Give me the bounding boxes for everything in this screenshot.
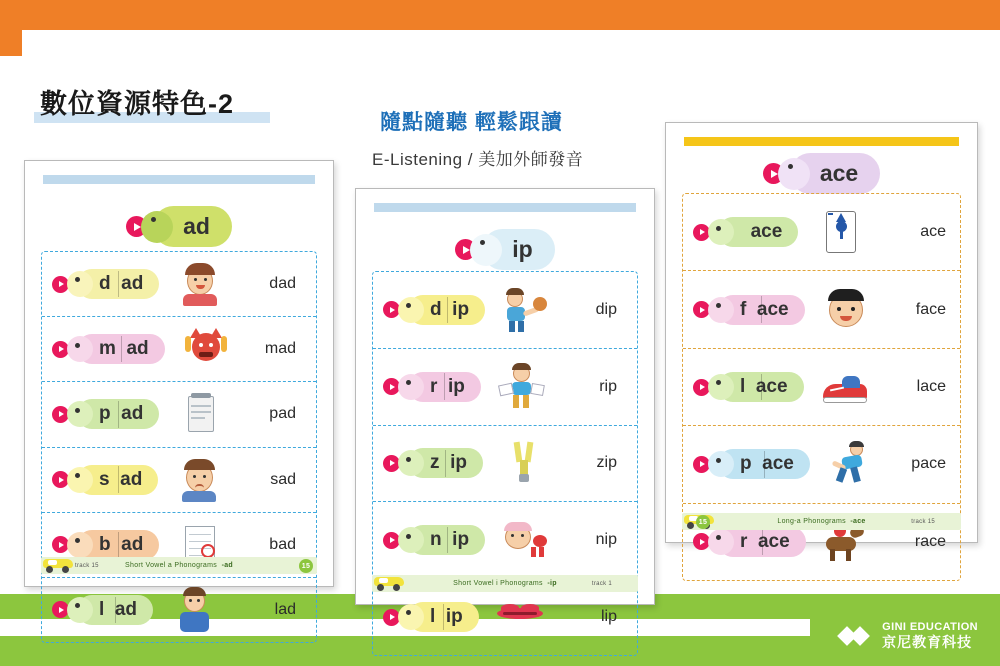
word-blob[interactable] — [77, 334, 165, 364]
face-icon — [819, 286, 873, 334]
word-blob[interactable] — [718, 217, 798, 247]
word-rime: ad — [120, 468, 143, 490]
sheet-header-word — [666, 153, 977, 194]
sheet-header-word-text: ip — [512, 236, 533, 262]
word-onset: p — [740, 453, 752, 475]
footer-center-bold: -ad — [221, 562, 233, 569]
sheet-header-word — [356, 229, 654, 270]
word-rime: ace — [750, 221, 783, 243]
word-label: dad — [269, 275, 296, 293]
word-label: lace — [916, 378, 946, 396]
word-blob[interactable] — [77, 269, 159, 299]
running-man-icon — [824, 440, 878, 488]
word-row[interactable] — [373, 349, 637, 426]
word-onset: m — [99, 338, 116, 360]
word-rime: ad — [121, 533, 144, 555]
word-blob[interactable] — [77, 465, 158, 495]
sneaker-shoe-icon — [818, 363, 872, 411]
word-onset: f — [740, 298, 747, 320]
word-row[interactable] — [373, 426, 637, 503]
word-label: pace — [911, 455, 946, 473]
worksheet-card-ad — [24, 160, 334, 620]
worksheet-card-ip — [355, 188, 655, 628]
word-blob[interactable] — [718, 372, 804, 402]
word-onset: r — [430, 375, 438, 397]
footer-center-text: Short Vowel a Phonograms — [125, 562, 218, 569]
word-blob[interactable] — [408, 372, 481, 402]
word-rime: ace — [756, 298, 789, 320]
sheet-top-rule — [684, 137, 959, 146]
word-onset: l — [99, 598, 105, 620]
ace-of-spades-card-icon — [812, 208, 866, 256]
top-white-strip — [22, 30, 1000, 56]
logo-diamond-icon — [840, 625, 874, 647]
car-icon — [374, 575, 404, 591]
word-rime: ip — [452, 529, 470, 551]
word-onset: b — [99, 533, 111, 555]
word-label: zip — [596, 454, 617, 472]
word-rime: ace — [755, 376, 788, 398]
word-onset: r — [740, 530, 748, 552]
subtitle-english: E-Listening / 美加外師發音 — [372, 150, 584, 169]
word-label: face — [915, 300, 946, 318]
brand-name-en: GINI EDUCATION — [882, 621, 978, 634]
phonogram-blob[interactable] — [482, 229, 554, 270]
word-row[interactable] — [683, 271, 960, 348]
word-label: mad — [264, 340, 296, 358]
sheet-header-word-text: ad — [183, 213, 210, 239]
sad-boy-face-icon — [172, 456, 226, 504]
word-label: lad — [274, 600, 296, 618]
word-label: race — [914, 532, 946, 550]
sheet-top-rule — [374, 203, 636, 212]
word-blob[interactable] — [77, 595, 153, 625]
word-rime: ad — [121, 273, 144, 295]
footer-center-text: Long-a Phonograms — [777, 518, 846, 525]
word-blob[interactable] — [718, 527, 806, 557]
word-blob[interactable] — [408, 295, 485, 325]
word-label: bad — [269, 535, 296, 553]
word-onset: d — [430, 298, 442, 320]
zipper-icon — [497, 439, 551, 487]
word-row[interactable] — [683, 349, 960, 426]
boy-dipping-icon — [499, 286, 553, 334]
word-onset: p — [99, 403, 111, 425]
page-number-badge: 15 — [696, 515, 710, 529]
car-icon — [43, 557, 73, 573]
word-blob[interactable] — [408, 602, 479, 632]
word-onset: n — [430, 529, 442, 551]
subtitle-chinese: 隨點隨聽 輕鬆跟讀 — [380, 111, 563, 134]
footer-center-bold: -ace — [850, 518, 866, 525]
boy-face-icon — [173, 260, 227, 308]
angry-devil-face-icon — [179, 325, 233, 373]
word-onset: z — [430, 452, 440, 474]
word-rime: ip — [452, 298, 470, 320]
footer-track-right: track 15 — [911, 518, 935, 525]
sheet-top-rule — [43, 175, 315, 184]
word-rime: ad — [114, 598, 138, 620]
word-row[interactable] — [42, 382, 316, 447]
word-rime: ad — [126, 338, 149, 360]
sheet-footer — [372, 575, 638, 592]
phonogram-blob[interactable] — [153, 206, 232, 247]
footer-center-text: Short Vowel i Phonograms — [453, 580, 543, 587]
footer-track-right: track 1 — [591, 580, 612, 587]
word-row[interactable] — [373, 502, 637, 579]
boy-standing-icon — [167, 586, 221, 634]
sheet-footer — [682, 513, 961, 530]
word-list — [41, 251, 317, 643]
word-row[interactable] — [42, 317, 316, 382]
word-label: nip — [595, 531, 617, 549]
word-blob[interactable] — [77, 399, 159, 429]
word-onset: d — [99, 273, 111, 295]
sheet-header-word-text: ace — [819, 160, 859, 186]
page-title: 數位資源特色-2 — [40, 89, 235, 119]
word-rime: ip — [447, 375, 465, 397]
sheet-header-word — [25, 206, 333, 247]
footer-center-bold: -ip — [547, 580, 557, 587]
word-rime: ip — [445, 606, 463, 628]
word-row[interactable] — [683, 426, 960, 503]
notepad-icon — [173, 390, 227, 438]
word-row[interactable] — [42, 448, 316, 513]
footer-track-left: track 15 — [75, 562, 99, 569]
word-onset: l — [740, 376, 746, 398]
word-row[interactable] — [373, 272, 637, 349]
word-blob[interactable] — [77, 530, 159, 560]
word-label: rip — [599, 377, 617, 395]
boy-ripping-paper-icon — [495, 363, 549, 411]
word-list — [372, 271, 638, 656]
word-rime: ip — [450, 452, 467, 474]
word-onset: l — [430, 606, 436, 628]
word-label: dip — [595, 300, 617, 318]
crab-nipping-icon — [499, 516, 553, 564]
word-blob[interactable] — [408, 448, 483, 478]
brand-logo — [840, 621, 978, 650]
word-row[interactable] — [683, 194, 960, 271]
word-row[interactable] — [42, 252, 316, 317]
word-rime: ace — [762, 453, 794, 475]
brand-name-zh: 京尼教育科技 — [882, 633, 973, 650]
phonogram-blob[interactable] — [790, 153, 880, 194]
word-rime: ace — [757, 530, 790, 552]
lips-icon — [493, 593, 547, 641]
word-label: pad — [269, 405, 296, 423]
word-onset: s — [99, 468, 110, 490]
word-label: lip — [600, 608, 617, 626]
word-rime: ad — [121, 403, 144, 425]
word-blob[interactable] — [718, 295, 805, 325]
sheet-footer — [41, 557, 317, 574]
worksheet-card-ace — [665, 122, 978, 552]
page-number-badge: 15 — [299, 559, 313, 573]
word-label: ace — [920, 223, 946, 241]
word-blob[interactable] — [718, 449, 810, 479]
word-label: sad — [270, 470, 296, 488]
word-blob[interactable] — [408, 525, 485, 555]
word-row[interactable] — [42, 578, 316, 642]
